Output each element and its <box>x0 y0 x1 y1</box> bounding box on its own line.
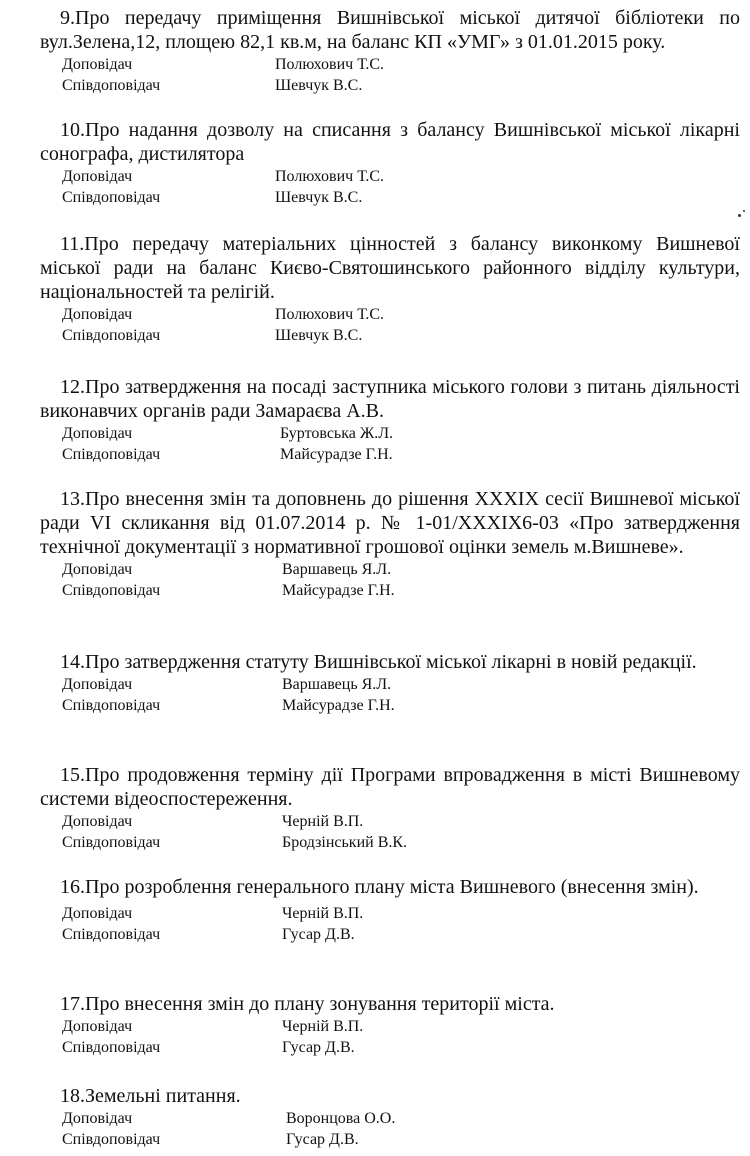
co-rapporteur-name: Майсурадзе Г.Н. <box>282 582 395 599</box>
rapporteur-row <box>40 811 740 832</box>
co-rapporteur-label: Співдоповідач <box>62 1131 161 1148</box>
co-rapporteur-row <box>40 924 740 945</box>
scan-speck <box>738 214 741 217</box>
rapporteur-row <box>40 1108 740 1129</box>
co-rapporteur-label: Співдоповідач <box>62 834 161 851</box>
rapporteur-name: Варшавець Я.Л. <box>282 676 392 693</box>
rapporteur-row <box>40 903 740 924</box>
co-rapporteur-row <box>40 580 740 601</box>
rapporteur-label: Доповідач <box>62 1018 133 1035</box>
co-rapporteur-row <box>40 187 740 208</box>
agenda-item-heading: 11.Про передачу матеріальних цінностей з балансу виконкому Вишневої міської ради на баланс Києво-Святошинського районного відділу культури, національностей та релігій. <box>40 233 740 303</box>
co-rapporteur-name: Гусар Д.В. <box>282 1039 355 1056</box>
rapporteur-label: Доповідач <box>62 813 133 830</box>
rapporteur-label: Доповідач <box>62 306 133 323</box>
agenda-item-15 <box>40 763 740 853</box>
agenda-item-13 <box>40 487 740 601</box>
co-rapporteur-label: Співдоповідач <box>62 189 161 206</box>
agenda-item-heading: 16.Про розроблення генерального плану міста Вишневого (внесення змін). <box>60 876 699 898</box>
scan-speck <box>743 210 745 212</box>
co-rapporteur-row <box>40 1037 740 1058</box>
agenda-item-14 <box>40 650 740 716</box>
rapporteur-label: Доповідач <box>62 561 133 578</box>
rapporteur-name: Буртовська Ж.Л. <box>280 425 394 442</box>
rapporteur-name: Воронцова О.О. <box>286 1110 396 1127</box>
agenda-item-heading: 12.Про затвердження на посаді заступника міського голови з питань діяльності виконавчих органів ради Замараєва А.В. <box>40 376 740 422</box>
agenda-item-12 <box>40 375 740 465</box>
rapporteur-label: Доповідач <box>62 676 133 693</box>
co-rapporteur-row <box>40 444 740 465</box>
rapporteur-row <box>40 674 740 695</box>
co-rapporteur-row <box>40 325 740 346</box>
agenda-item-heading: 18.Земельні питання. <box>60 1085 241 1107</box>
agenda-item-heading: 15.Про продовження терміну дії Програми впровадження в місті Вишневому системи відеоспостереження. <box>40 764 740 810</box>
rapporteur-name: Черній В.П. <box>282 1018 364 1035</box>
agenda-item-heading: 9.Про передачу приміщення Вишнівської міської дитячої бібліотеки по вул.Зелена,12, площею 82,1 кв.м, на баланс КП «УМГ» з 01.01.2015 року. <box>40 7 740 53</box>
co-rapporteur-row <box>40 75 740 96</box>
agenda-item-11 <box>40 232 740 346</box>
co-rapporteur-name: Шевчук В.С. <box>275 189 363 206</box>
co-rapporteur-label: Співдоповідач <box>62 926 161 943</box>
co-rapporteur-name: Шевчук В.С. <box>275 77 363 94</box>
agenda-item-heading: 14.Про затвердження статуту Вишнівської міської лікарні в новій редакції. <box>60 651 697 673</box>
co-rapporteur-label: Співдоповідач <box>62 327 161 344</box>
rapporteur-name: Черній В.П. <box>282 813 364 830</box>
agenda-item-16 <box>40 875 740 945</box>
rapporteur-name: Полюхович Т.С. <box>275 168 385 185</box>
rapporteur-row <box>40 304 740 325</box>
rapporteur-label: Доповідач <box>62 168 133 185</box>
rapporteur-name: Варшавець Я.Л. <box>282 561 392 578</box>
co-rapporteur-name: Майсурадзе Г.Н. <box>280 446 393 463</box>
rapporteur-row <box>40 166 740 187</box>
rapporteur-row <box>40 423 740 444</box>
rapporteur-label: Доповідач <box>62 1110 133 1127</box>
rapporteur-row <box>40 559 740 580</box>
co-rapporteur-row <box>40 695 740 716</box>
co-rapporteur-label: Співдоповідач <box>62 77 161 94</box>
co-rapporteur-label: Співдоповідач <box>62 697 161 714</box>
co-rapporteur-row <box>40 832 740 853</box>
agenda-item-9 <box>40 6 740 96</box>
agenda-item-10 <box>40 118 740 208</box>
agenda-item-heading: 10.Про надання дозволу на списання з балансу Вишнівської міської лікарні сонографа, дистилятора <box>40 119 740 165</box>
co-rapporteur-name: Шевчук В.С. <box>275 327 363 344</box>
rapporteur-name: Полюхович Т.С. <box>275 306 385 323</box>
co-rapporteur-row <box>40 1129 740 1150</box>
co-rapporteur-label: Співдоповідач <box>62 1039 161 1056</box>
co-rapporteur-label: Співдоповідач <box>62 446 161 463</box>
rapporteur-name: Черній В.П. <box>282 905 364 922</box>
rapporteur-name: Полюхович Т.С. <box>275 56 385 73</box>
agenda-item-17 <box>40 992 740 1058</box>
co-rapporteur-label: Співдоповідач <box>62 582 161 599</box>
agenda-item-heading: 13.Про внесення змін та доповнень до рішення XXXIX сесії Вишневої міської ради VI скликання від 01.07.2014 р. № 1-01/XXXIX6-03 «Про затвердження технічної документації з нормативної грошової оцінки земель м.Вишневе». <box>40 488 740 558</box>
co-rapporteur-name: Гусар Д.В. <box>286 1131 359 1148</box>
rapporteur-label: Доповідач <box>62 425 133 442</box>
co-rapporteur-name: Бродзінський В.К. <box>282 834 408 851</box>
rapporteur-row <box>40 54 740 75</box>
co-rapporteur-name: Майсурадзе Г.Н. <box>282 697 395 714</box>
agenda-item-18 <box>40 1084 740 1150</box>
rapporteur-row <box>40 1016 740 1037</box>
agenda-item-heading: 17.Про внесення змін до плану зонування території міста. <box>60 993 555 1015</box>
co-rapporteur-name: Гусар Д.В. <box>282 926 355 943</box>
rapporteur-label: Доповідач <box>62 56 133 73</box>
rapporteur-label: Доповідач <box>62 905 133 922</box>
